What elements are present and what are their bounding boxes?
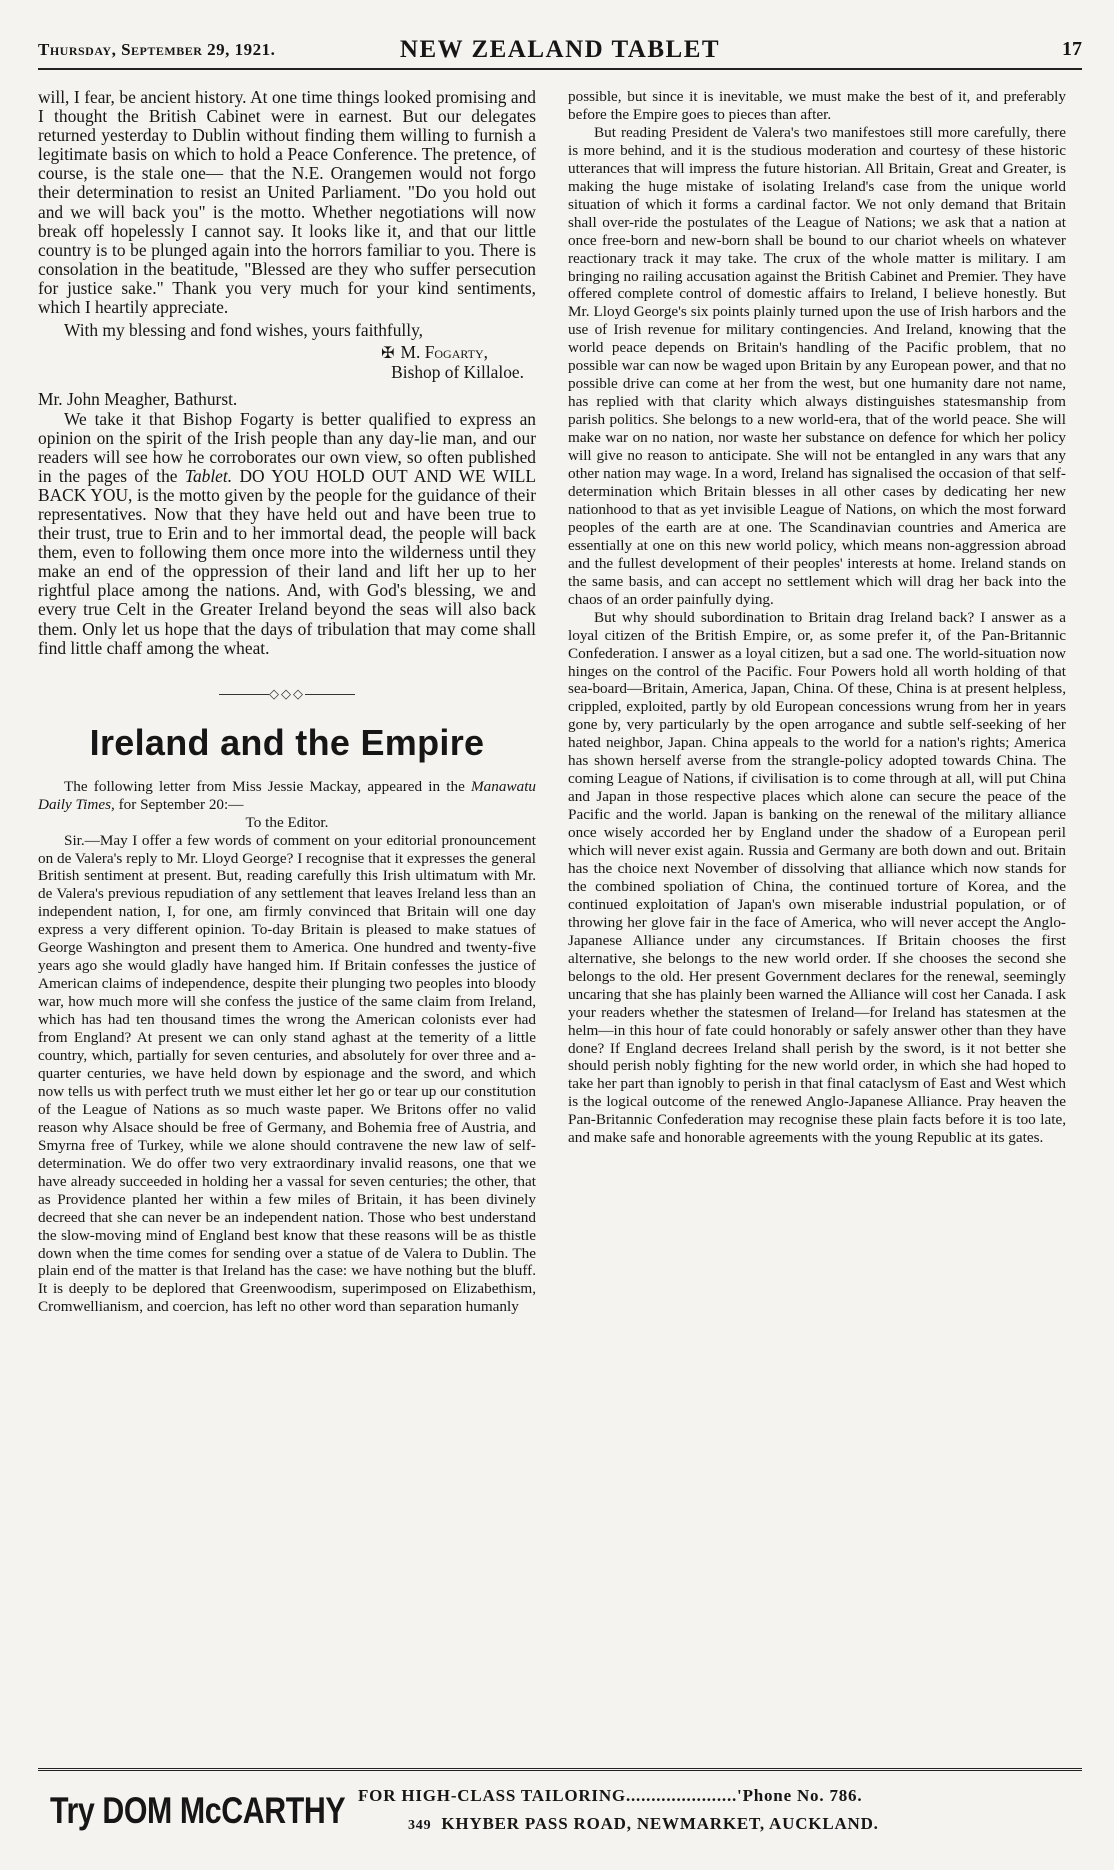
- advert-address: 349 KHYBER PASS ROAD, NEWMARKET, AUCKLAND.: [408, 1814, 879, 1833]
- right-column: [568, 88, 1066, 1147]
- salutation-heading: To the Editor.: [245, 813, 329, 831]
- masthead: [38, 32, 1082, 70]
- article-intro: The following letter from Miss Jessie Mackay, appeared in the Manawatu Daily Times, for September 20:—: [38, 777, 537, 813]
- letter-body-part4: But why should subordination to Britain drag Ireland back? I answer as a loyal citizen of the British Empire, or, as some prefer it, of the Pan-Britannic Confederation. I answer as a loyal citizen, but a sad one. The world-situation now hinges on the control of the Pacific. Four Powers hold all worth holding of that sea-board—Britain, America, Japan, China. Of these, China is at present helpless, crippled, exploited, partly by old European concessions wrung from her in years gone by, very particularly by the open arrogance and subtle self-seeking of her hated neighbor, Japan. China appeals to the world for a nation's rights; America has shown herself averse from the strangle-policy adopted towards China. The coming League of Nations, if civilisation is to come through at all, will put China and Japan in those respective places which alone can secure the peace of the Pacific and the world. Japan is banking on the renewal of the military alliance once wisely accorded her by England under the shadow of a European peril which will never exist again. Russia and Germany are both down and out. Britain has the choice next November of dissolving that alliance which now stands for the combined spoliation of China, the continued torture of Korea, and the continued exploitation of Japan's own miserable industrial population, or of throwing her glove fair in the face of America, who will never accept the Anglo-Japanese Alliance under any circumstances. If Britain chooses the first alternative, she belongs to the new world order. If she chooses the second she belongs to the old. Her present Government declares for the renewal, seemingly uncaring that she has plainly been warned the Alliance will cost her Canada. I ask your readers whether the statesmen of Ireland—for Ireland has statesmen at the helm—in this hour of fate could honorably or safely answer other than they have done? If England decrees Ireland shall perish by the sword, is it not better she should perish nobly fighting for the new world order, in which she had hoped to take her part than ignobly to perish in that final cataclysm of East and West which is the logical outcome of the renewed Anglo-Japanese Alliance. Pray heaven the Pan-Britannic Confederation may recognise these plain facts before it is too late, and make safe and honorable agreements with the young Republic at its gates.: [568, 608, 1066, 1147]
- bishop-letter-ending: will, I fear, be ancient history. At one time things looked promising and I thought the British Cabinet were in earnest. But our delegates returned yesterday to Dublin without finding them willing to furnish a legitimate basis on which to hold a Peace Conference. The pretence, of course, is the stale one— that the N.E. Orangemen would not forgo their determination to resist an United Parliament. "Do you hold out and we will back you" is the motto. Whether negotiations will now break off hopelessly I cannot say. It looks like it, and that our little country is to be plunged again into the horrors familiar to you. There is consolation in the beatitude, "Blessed are they who suffer persecution for justice sake." Thank you very much for your kind sentiments, which I heartily appreciate.: [38, 87, 536, 318]
- advert-brand: Try DOM McCARTHY: [50, 1790, 346, 1831]
- article-headline: Ireland and the Empire: [89, 721, 485, 763]
- signature-name: ✠ M. Fogarty,: [381, 342, 488, 363]
- section-divider: [38, 686, 536, 702]
- tailoring-advertisement: [38, 1782, 1082, 1842]
- advert-tagline: FOR HIGH-CLASS TAILORING......................'Phone No. 786.: [358, 1786, 863, 1805]
- divider-ornament-icon: ◇◇◇: [269, 685, 305, 701]
- cross-icon: ✠: [381, 345, 395, 363]
- newspaper-title: NEW ZEALAND TABLET: [399, 36, 721, 63]
- page-number: 17: [1062, 38, 1082, 60]
- letter-closing: With my blessing and fond wishes, yours faithfully,: [64, 320, 423, 341]
- addressee: Mr. John Meagher, Bathurst.: [38, 389, 238, 410]
- letter-body-part2: possible, but since it is inevitable, we must make the best of it, and preferably before the Empire goes to pieces than after.: [568, 88, 1066, 123]
- source-paper-name: Manawatu Daily Times,: [38, 777, 537, 813]
- signature-title: Bishop of Killaloe.: [391, 362, 524, 383]
- left-column: [38, 88, 536, 1316]
- issue-date: Thursday, September 29, 1921.: [38, 40, 276, 59]
- advert-number: 349: [408, 1818, 432, 1833]
- letter-body-part1: Sir.—May I offer a few words of comment on your editorial pronouncement on de Valera's reply to Mr. Lloyd George? I recognise that it expresses the general British sentiment at present. But, reading carefully this Irish ultimatum with Mr. de Valera's previous repudiation of any settlement that leaves Ireland less than an independent nation, I, for one, am firmly convinced that Britain will one day express a very different opinion. To-day Britain is pleased to make statues of George Washington and present them to America. One hundred and twenty-five years ago she would gladly have hanged him. If Britain confesses the justice of American claims of independence, despite their plunging two peoples into bloody war, how much more will she confess the justice of the same claim from Ireland, which has had ten thousand times the wrong the American colonists ever had from England? At present we can only stand aghast at the temerity of a little country, which, partially for seven centuries, and absolutely for over three and a-quarter centuries, we have held down by espionage and the sword, and which now tells us with perfect truth we must either let her go or tear up our constitution of the League of Nations as so much waste paper. We Britons offer no valid reason why Alsace should be free of Germany, and Bohemia free of Austria, and Smyrna free of Turkey, while we alone should contravene the new law of self-determination. We do offer two very extraordinary invalid reasons, one that we have already succeeded in holding her a vassal for seven centuries; the other, that as Providence planted her within a few miles of Britain, it has been divinely decreed that she can never be an independent nation. Those who best understand the slow-moving mind of England best know that these reasons will be as thistle down when the time comes for sending over a statue of de Valera to Dublin. The plain end of the matter is that Ireland has the case: we have nothing but the bluff. It is deeply to be deplored that Greenwoodism, superimposed on Elizabethism, Cromwellianism, and coercion, has left no other word than separation humanly: [38, 831, 536, 1316]
- editorial-comment: We take it that Bishop Fogarty is better qualified to express an opinion on the spirit of the Irish people than any day-lie man, and our readers will see how he corroborates our own view, so often published in the pages of the Tablet. DO YOU HOLD OUT AND WE WILL BACK YOU, is the motto given by the people for the guidance of their representatives. Now that they have held out and have been true to their trust, true to Erin and to her immortal dead, the people will back them, even to following them once more into the wilderness until they make an end of the oppression of their land and lift her up to her rightful place among the nations. And, with God's blessing, we and every true Celt in the Greater Ireland beyond the seas will also back them. Only let us hope that the days of tribulation that may come shall find little chaff among the wheat.: [38, 408, 536, 658]
- tablet-name: Tablet.: [184, 465, 233, 486]
- letter-body-part3: But reading President de Valera's two manifestoes still more carefully, there is more behind, and it is the studious moderation and courtesy of these historic utterances that will impress the future historian. All Britain, Great and Greater, is making the huge mistake of isolating Ireland's case from the unique world situation of which it forms a cardinal factor. We not only demand that Britain shall over-ride the postulates of the League of Nations; we ask that a nation at once free-born and new-born shall be bound to our chariot wheels on whatever reactionary track it may take. The crux of the whole matter is military. I am bringing no railing accusation against the British Cabinet and Premier. They have offered complete control of domestic affairs to Ireland, I believe honestly. But Mr. Lloyd George's six points plainly turned upon the use of Irish harbors and the use of Irish revenue for military contingencies. And Ireland, knowing that the world peace depends on Britain's handling of the Pacific problem, that no possible war can now be waged upon Britain by any European power, and that no possible drive can come at her from the west, but one humanity dare not name, has replied with that clarity which always distinguishes statesmanship from parish politics. She belongs to a new world-era, that of the world peace. She will make war on no nation, nor waste her substance on defence for which her policy will give no reason to anticipate. She will not be entangled in any wars that any other nation may wage. In a word, Ireland has signalised the occasion of that self-determination which Britain blesses in all other cases by dedicating her new nationhood to that as yet invisible League of Nations, on which the most forward peoples of the earth are at one. The Scandinavian countries and America are essentially at one on this new world policy, which means non-aggression abroad and the fullest development of their peoples' interests at home. Ireland stands on the same basis, and can accept no settlement which will drag her back into the chaos of an order painfully dying.: [568, 123, 1066, 608]
- footer-divider: [38, 1768, 1082, 1776]
